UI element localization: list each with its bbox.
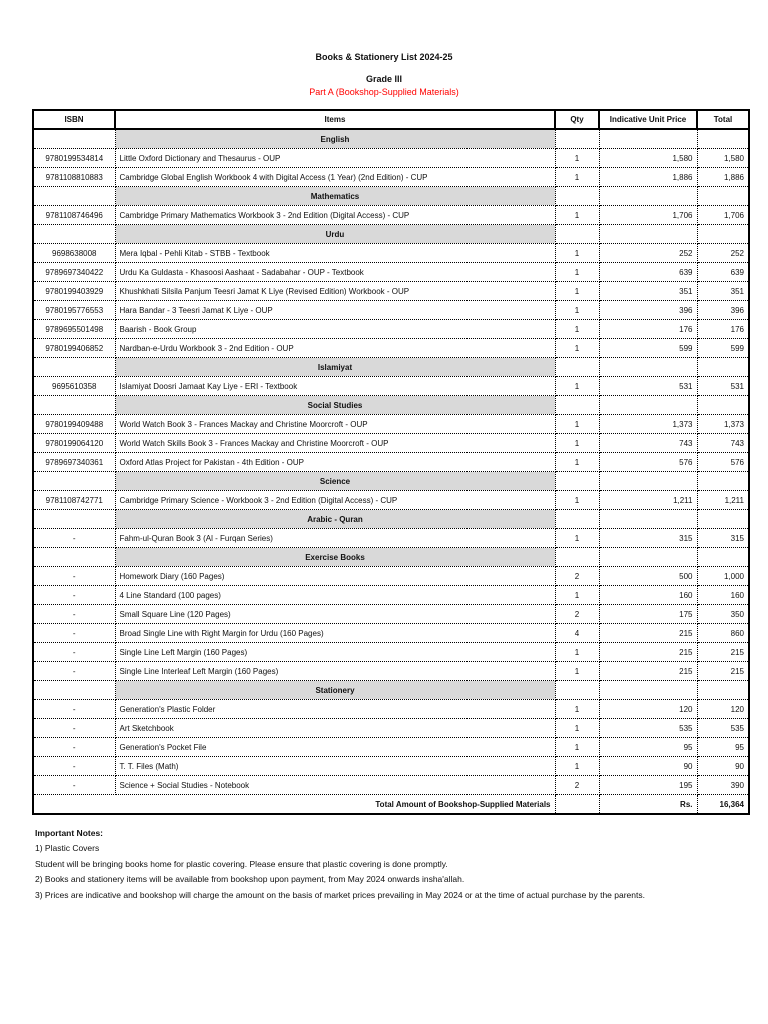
table-row (33, 605, 749, 624)
column-header-qty: Qty (555, 110, 599, 129)
unit-price-cell: 531 (599, 377, 697, 396)
section-header-row (33, 510, 749, 529)
isbn-cell: 9789697340422 (33, 263, 115, 282)
item-cell: Cambridge Primary Science - Workbook 3 - 2nd Edition (Digital Access) - CUP (115, 491, 555, 510)
table-row (33, 624, 749, 643)
isbn-cell: - (33, 776, 115, 795)
isbn-cell: - (33, 738, 115, 757)
item-cell: World Watch Skills Book 3 - Frances Mackay and Christine Moorcroft - OUP (115, 434, 555, 453)
qty-cell: 1 (555, 206, 599, 225)
total-cell: 176 (697, 320, 749, 339)
total-cell: 95 (697, 738, 749, 757)
qty-cell: 4 (555, 624, 599, 643)
unit-price-cell: 1,886 (599, 168, 697, 187)
isbn-cell: 9695610358 (33, 377, 115, 396)
unit-price-cell: 351 (599, 282, 697, 301)
item-cell: Khushkhati Silsila Panjum Teesri Jamat K Liye (Revised Edition) Workbook - OUP (115, 282, 555, 301)
note-line: Student will be bringing books home for plastic covering. Please ensure that plastic covering is done promptly. (35, 858, 448, 869)
unit-price-cell: 599 (599, 339, 697, 358)
table-row (33, 339, 749, 358)
section-spacer (33, 548, 115, 567)
section-spacer (33, 510, 115, 529)
total-cell: 90 (697, 757, 749, 776)
section-spacer (33, 358, 115, 377)
total-cell: 350 (697, 605, 749, 624)
total-cell: 599 (697, 339, 749, 358)
isbn-cell: - (33, 529, 115, 548)
section-header-row (33, 187, 749, 206)
document-title: Books & Stationery List 2024-25 (315, 52, 453, 62)
total-cell: 160 (697, 586, 749, 605)
qty-cell: 1 (555, 453, 599, 472)
total-cell: 1,373 (697, 415, 749, 434)
section-header-row (33, 548, 749, 567)
item-cell: Single Line Interleaf Left Margin (160 Pages) (115, 662, 555, 681)
section-spacer (697, 129, 749, 149)
qty-cell: 1 (555, 320, 599, 339)
section-name: Stationery (115, 681, 555, 700)
table-row (33, 263, 749, 282)
total-cell: 743 (697, 434, 749, 453)
isbn-cell: 9781108742771 (33, 491, 115, 510)
unit-price-cell: 500 (599, 567, 697, 586)
section-spacer (697, 187, 749, 206)
section-header-row (33, 358, 749, 377)
section-spacer (599, 358, 697, 377)
qty-cell: 2 (555, 567, 599, 586)
section-spacer (697, 472, 749, 491)
section-spacer (555, 129, 599, 149)
table-row (33, 719, 749, 738)
grade-label: Grade III (365, 74, 402, 84)
unit-price-cell: 535 (599, 719, 697, 738)
qty-cell: 1 (555, 738, 599, 757)
qty-cell: 1 (555, 719, 599, 738)
item-cell: Nardban-e-Urdu Workbook 3 - 2nd Edition - OUP (115, 339, 555, 358)
qty-cell: 1 (555, 263, 599, 282)
grand-total-label: Total Amount of Bookshop-Supplied Materials (33, 795, 555, 815)
note-line: 1) Plastic Covers (35, 843, 100, 854)
grand-total-spacer (555, 795, 599, 815)
unit-price-cell: 215 (599, 662, 697, 681)
table-row (33, 643, 749, 662)
item-cell: Art Sketchbook (115, 719, 555, 738)
isbn-cell: 9780199403929 (33, 282, 115, 301)
table-row (33, 776, 749, 795)
unit-price-cell: 1,580 (599, 149, 697, 168)
section-header-row (33, 681, 749, 700)
unit-price-cell: 95 (599, 738, 697, 757)
unit-price-cell: 120 (599, 700, 697, 719)
part-label: Part A (Bookshop-Supplied Materials) (309, 87, 459, 97)
isbn-cell: - (33, 643, 115, 662)
section-name: Arabic - Quran (115, 510, 555, 529)
qty-cell: 1 (555, 415, 599, 434)
table-row (33, 491, 749, 510)
isbn-cell: 9781108810883 (33, 168, 115, 187)
item-cell: Homework Diary (160 Pages) (115, 567, 555, 586)
table-body (33, 129, 749, 814)
qty-cell: 1 (555, 434, 599, 453)
section-spacer (599, 510, 697, 529)
total-cell: 120 (697, 700, 749, 719)
section-spacer (555, 681, 599, 700)
section-spacer (555, 548, 599, 567)
unit-price-cell: 1,211 (599, 491, 697, 510)
column-header-items: Items (115, 110, 555, 129)
qty-cell: 1 (555, 586, 599, 605)
isbn-cell: - (33, 719, 115, 738)
unit-price-cell: 315 (599, 529, 697, 548)
section-spacer (697, 225, 749, 244)
section-header-row (33, 225, 749, 244)
table-row (33, 244, 749, 263)
column-header-unit-price: Indicative Unit Price (599, 110, 697, 129)
isbn-cell: - (33, 624, 115, 643)
item-cell: Hara Bandar - 3 Teesri Jamat K Liye - OUP (115, 301, 555, 320)
total-cell: 351 (697, 282, 749, 301)
unit-price-cell: 396 (599, 301, 697, 320)
qty-cell: 1 (555, 244, 599, 263)
section-spacer (599, 187, 697, 206)
unit-price-cell: 639 (599, 263, 697, 282)
section-spacer (555, 396, 599, 415)
table-row (33, 586, 749, 605)
section-spacer (599, 681, 697, 700)
unit-price-cell: 215 (599, 643, 697, 662)
qty-cell: 1 (555, 168, 599, 187)
item-cell: Generation's Plastic Folder (115, 700, 555, 719)
section-spacer (555, 510, 599, 529)
total-cell: 1,211 (697, 491, 749, 510)
item-cell: Generation's Pocket File (115, 738, 555, 757)
unit-price-cell: 743 (599, 434, 697, 453)
section-spacer (697, 681, 749, 700)
section-name: Islamiyat (115, 358, 555, 377)
unit-price-cell: 1,706 (599, 206, 697, 225)
table-row (33, 662, 749, 681)
table-row (33, 149, 749, 168)
note-line: 2) Books and stationery items will be available from bookshop upon payment, from May 2024 onwards insha'allah. (35, 874, 465, 885)
item-cell: T. T. Files (Math) (115, 757, 555, 776)
total-cell: 215 (697, 662, 749, 681)
item-cell: Oxford Atlas Project for Pakistan - 4th Edition - OUP (115, 453, 555, 472)
section-name: Social Studies (115, 396, 555, 415)
isbn-cell: 9780195776553 (33, 301, 115, 320)
section-spacer (555, 472, 599, 491)
isbn-cell: - (33, 700, 115, 719)
unit-price-cell: 176 (599, 320, 697, 339)
books-table (32, 109, 750, 815)
qty-cell: 1 (555, 491, 599, 510)
section-spacer (697, 548, 749, 567)
item-cell: Single Line Left Margin (160 Pages) (115, 643, 555, 662)
isbn-cell: - (33, 586, 115, 605)
isbn-cell: 9781108746496 (33, 206, 115, 225)
section-spacer (33, 681, 115, 700)
qty-cell: 1 (555, 301, 599, 320)
table-row (33, 738, 749, 757)
item-cell: Cambridge Primary Mathematics Workbook 3 - 2nd Edition (Digital Access) - CUP (115, 206, 555, 225)
section-spacer (33, 129, 115, 149)
total-cell: 1,580 (697, 149, 749, 168)
table-row (33, 377, 749, 396)
isbn-cell: 9789697340361 (33, 453, 115, 472)
total-cell: 1,706 (697, 206, 749, 225)
table-header-row (33, 110, 749, 129)
unit-price-cell: 90 (599, 757, 697, 776)
isbn-cell: - (33, 605, 115, 624)
section-spacer (33, 396, 115, 415)
item-cell: Broad Single Line with Right Margin for Urdu (160 Pages) (115, 624, 555, 643)
isbn-cell: - (33, 662, 115, 681)
total-cell: 535 (697, 719, 749, 738)
isbn-cell: 9789695501498 (33, 320, 115, 339)
qty-cell: 1 (555, 529, 599, 548)
section-name: Exercise Books (115, 548, 555, 567)
table-row (33, 415, 749, 434)
table-row (33, 757, 749, 776)
section-name: Mathematics (115, 187, 555, 206)
item-cell: World Watch Book 3 - Frances Mackay and Christine Moorcroft - OUP (115, 415, 555, 434)
important-notes (35, 826, 645, 903)
qty-cell: 2 (555, 605, 599, 624)
isbn-cell: 9780199409488 (33, 415, 115, 434)
unit-price-cell: 195 (599, 776, 697, 795)
qty-cell: 1 (555, 643, 599, 662)
item-cell: Fahm-ul-Quran Book 3 (Al - Furqan Series) (115, 529, 555, 548)
item-cell: Mera Iqbal - Pehli Kitab - STBB - Textbook (115, 244, 555, 263)
table-row (33, 282, 749, 301)
unit-price-cell: 175 (599, 605, 697, 624)
table-row (33, 453, 749, 472)
isbn-cell: - (33, 757, 115, 776)
section-spacer (697, 510, 749, 529)
item-cell: Baarish - Book Group (115, 320, 555, 339)
total-cell: 531 (697, 377, 749, 396)
section-spacer (555, 225, 599, 244)
table-row (33, 320, 749, 339)
qty-cell: 1 (555, 700, 599, 719)
total-cell: 1,886 (697, 168, 749, 187)
item-cell: Cambridge Global English Workbook 4 with Digital Access (1 Year) (2nd Edition) - CUP (115, 168, 555, 187)
unit-price-cell: 215 (599, 624, 697, 643)
table-row (33, 434, 749, 453)
column-header-total: Total (697, 110, 749, 129)
qty-cell: 1 (555, 757, 599, 776)
total-cell: 390 (697, 776, 749, 795)
qty-cell: 2 (555, 776, 599, 795)
section-header-row (33, 129, 749, 149)
qty-cell: 1 (555, 662, 599, 681)
unit-price-cell: 252 (599, 244, 697, 263)
item-cell: Islamiyat Doosri Jamaat Kay Liye - ERI - Textbook (115, 377, 555, 396)
isbn-cell: 9698638008 (33, 244, 115, 263)
section-spacer (697, 358, 749, 377)
section-spacer (599, 129, 697, 149)
column-header-isbn: ISBN (33, 110, 115, 129)
section-name: English (115, 129, 555, 149)
item-cell: Small Square Line (120 Pages) (115, 605, 555, 624)
note-line: 3) Prices are indicative and bookshop will charge the amount on the basis of market prices prevailing in May 2024 or at the time of actual purchase by the parents. (35, 889, 645, 900)
section-spacer (697, 396, 749, 415)
total-cell: 1,000 (697, 567, 749, 586)
section-spacer (33, 225, 115, 244)
grand-total-row (33, 795, 749, 815)
isbn-cell: 9780199534814 (33, 149, 115, 168)
item-cell: Science + Social Studies - Notebook (115, 776, 555, 795)
total-cell: 860 (697, 624, 749, 643)
qty-cell: 1 (555, 377, 599, 396)
table-row (33, 168, 749, 187)
section-spacer (555, 358, 599, 377)
isbn-cell: - (33, 567, 115, 586)
section-spacer (599, 396, 697, 415)
total-cell: 315 (697, 529, 749, 548)
section-header-row (33, 472, 749, 491)
isbn-cell: 9780199064120 (33, 434, 115, 453)
table-row (33, 301, 749, 320)
isbn-cell: 9780199406852 (33, 339, 115, 358)
section-spacer (599, 472, 697, 491)
grand-total-currency: Rs. (599, 795, 697, 815)
section-spacer (555, 187, 599, 206)
section-header-row (33, 396, 749, 415)
qty-cell: 1 (555, 282, 599, 301)
table-row (33, 567, 749, 586)
total-cell: 576 (697, 453, 749, 472)
section-spacer (33, 472, 115, 491)
total-cell: 215 (697, 643, 749, 662)
qty-cell: 1 (555, 339, 599, 358)
item-cell: Little Oxford Dictionary and Thesaurus - OUP (115, 149, 555, 168)
total-cell: 396 (697, 301, 749, 320)
grand-total-value: 16,364 (697, 795, 749, 815)
qty-cell: 1 (555, 149, 599, 168)
table-row (33, 206, 749, 225)
unit-price-cell: 576 (599, 453, 697, 472)
total-cell: 252 (697, 244, 749, 263)
section-spacer (33, 187, 115, 206)
table-row (33, 529, 749, 548)
section-spacer (599, 225, 697, 244)
table-row (33, 700, 749, 719)
section-spacer (599, 548, 697, 567)
item-cell: Urdu Ka Guldasta - Khasoosi Aashaat - Sadabahar - OUP - Textbook (115, 263, 555, 282)
section-name: Urdu (115, 225, 555, 244)
unit-price-cell: 160 (599, 586, 697, 605)
unit-price-cell: 1,373 (599, 415, 697, 434)
notes-title: Important Notes: (35, 828, 103, 838)
total-cell: 639 (697, 263, 749, 282)
section-name: Science (115, 472, 555, 491)
item-cell: 4 Line Standard (100 pages) (115, 586, 555, 605)
